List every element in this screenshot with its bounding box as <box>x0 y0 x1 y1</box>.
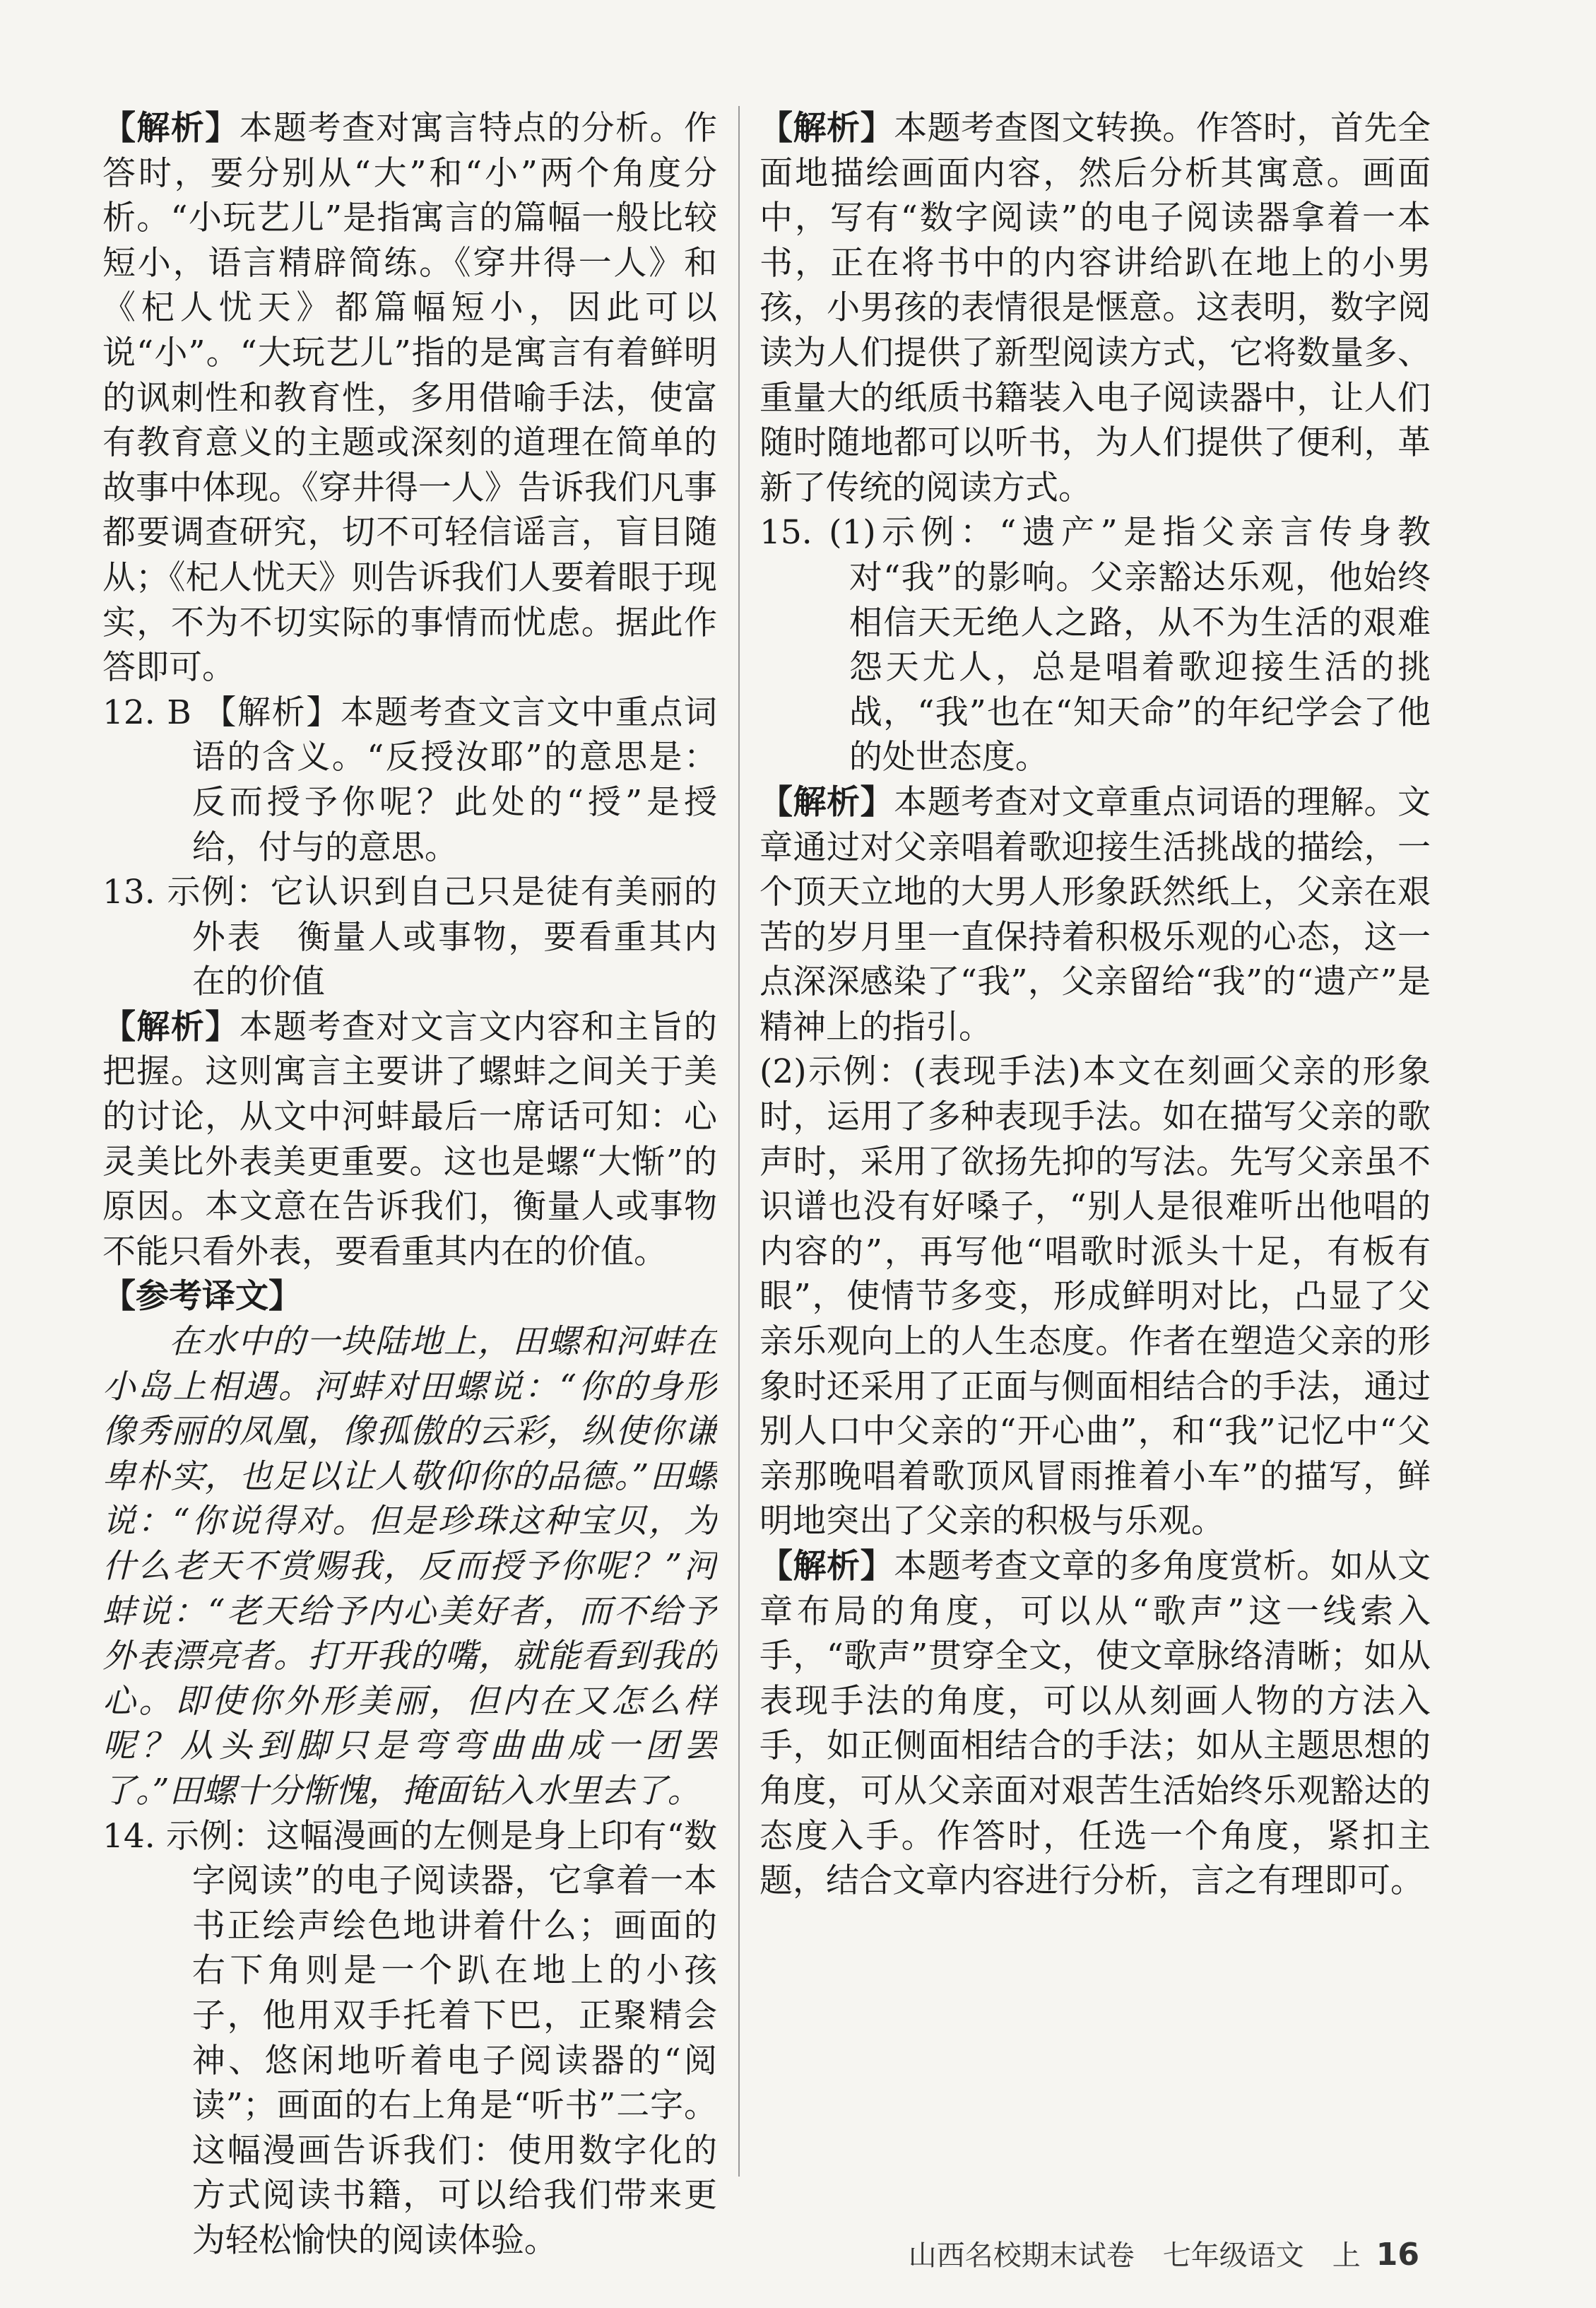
right-column-paragraph <box>759 106 1431 510</box>
section-label: 【参考译文】 <box>102 1277 302 1317</box>
column-divider <box>738 106 740 2177</box>
section-label: 【解析】 <box>102 1007 240 1047</box>
paragraph-text: 12. B 【解析】本题考查文言文中重点词语的含义。“反授汝耶”的意思是：反而授予你呢？此处的“授”是授给，付与的意思。 <box>102 693 717 867</box>
right-column-paragraph <box>759 1544 1431 1904</box>
paragraph-text: 本题考查文章的多角度赏析。如从文章布局的角度，可以从“歌声”这一线索入手，“歌声”贯穿全文，使文章脉络清晰；如从表现手法的角度，可以从刻画人物的方法入手，如正侧面相结合的手法；如从主题思想的角度，可从父亲面对艰苦生活始终乐观豁达的态度入手。作答时，任选一个角度，紧扣主题，结合文章内容进行分析，言之有理即可。 <box>759 1547 1431 1901</box>
right-column-paragraph <box>759 1049 1431 1544</box>
paragraph-text: 14. 示例：这幅漫画的左侧是身上印有“数字阅读”的电子阅读器，它拿着一本书正绘声绘色地讲着什么；画面的右下角则是一个趴在地上的小孩子，他用双手托着下巴，正聚精会神、悠闲地听着电子阅读器的“阅读”；画面的右上角是“听书”二字。这幅漫画告诉我们：使用数字化的方式阅读书籍，可以给我们带来更为轻松愉快的阅读体验。 <box>102 1816 717 2260</box>
paragraph-text: (2)示例：(表现手法)本文在刻画父亲的形象时，运用了多种表现手法。如在描写父亲的歌声时，采用了欲扬先抑的写法。先写父亲虽不识谱也没有好嗓子，“别人是很难听出他唱的内容的”，再写他“唱歌时派头十足，有板有眼”，使情节多变，形成鲜明对比，凸显了父亲乐观向上的人生态度。作者在塑造父亲的形象时还采用了正面与侧面相结合的手法，通过别人口中父亲的“开心曲”，和“我”记忆中“父亲那晚唱着歌顶风冒雨推着小车”的描写，鲜明地突出了父亲的积极与乐观。 <box>759 1052 1431 1541</box>
right-column-paragraph <box>759 780 1431 1050</box>
left-column-paragraph <box>102 690 717 870</box>
right-column <box>759 106 1431 1904</box>
section-label: 【解析】 <box>759 109 894 148</box>
page-footer <box>909 2233 1419 2273</box>
left-column-paragraph <box>102 1005 717 1275</box>
paragraph-text: 在水中的一块陆地上，田螺和河蚌在小岛上相遇。河蚌对田螺说：“你的身形像秀丽的凤凰，像孤傲的云彩，纵使你谦卑朴实，也足以让人敬仰你的品德。”田螺说：“你说得对。但是珍珠这种宝贝，为什么老天不赏赐我，反而授予你呢？”河蚌说：“老天给予内心美好者，而不给予外表漂亮者。打开我的嘴，就能看到我的心。即使你外形美丽，但内在又怎么样呢？从头到脚只是弯弯曲曲成一团罢了。”田螺十分惭愧，掩面钻入水里去了。 <box>102 1322 717 1811</box>
right-column-paragraph <box>759 510 1431 780</box>
paragraph-text: 本题考查对文章重点词语的理解。文章通过对父亲唱着歌迎接生活挑战的描绘，一个顶天立地的大男人形象跃然纸上，父亲在艰苦的岁月里一直保持着积极乐观的心态，这一点深深感染了“我”，父亲留给“我”的“遗产”是精神上的指引。 <box>759 782 1431 1047</box>
page-number: 16 <box>1376 2237 1419 2273</box>
paragraph-text: 本题考查对寓言特点的分析。作答时，要分别从“大”和“小”两个角度分析。“小玩艺儿”是指寓言的篇幅一般比较短小，语言精辟简练。《穿井得一人》和《杞人忧天》都篇幅短小，因此可以说“小”。“大玩艺儿”指的是寓言有着鲜明的讽刺性和教育性，多用借喻手法，使富有教育意义的主题或深刻的道理在简单的故事中体现。《穿井得一人》告诉我们凡事都要调查研究，切不可轻信谣言，盲目随从；《杞人忧天》则告诉我们人要着眼于现实，不为不切实际的事情而忧虑。据此作答即可。 <box>102 109 717 688</box>
paragraph-text: 本题考查对文言文内容和主旨的把握。这则寓言主要讲了螺蚌之间关于美的讨论，从文中河蚌最后一席话可知：心灵美比外表美更重要。这也是螺“大惭”的原因。本文意在告诉我们，衡量人或事物不能只看外表，要看重其内在的价值。 <box>102 1007 717 1271</box>
paragraph-text: 13. 示例：它认识到自己只是徒有美丽的外表 衡量人或事物，要看重其内在的价值 <box>102 873 717 1002</box>
section-label: 【解析】 <box>102 109 240 148</box>
footer-title: 山西名校期末试卷 七年级语文 上 <box>908 2239 1361 2272</box>
left-column-paragraph <box>102 870 717 1005</box>
section-label: 【解析】 <box>759 1547 894 1586</box>
paragraph-text: 本题考查图文转换。作答时，首先全面地描绘画面内容，然后分析其寓意。画面中，写有“数字阅读”的电子阅读器拿着一本书，正在将书中的内容讲给趴在地上的小男孩，小男孩的表情很是惬意。这表明，数字阅读为人们提供了新型阅读方式，它将数量多、重量大的纸质书籍装入电子阅读器中，让人们随时随地都可以听书，为人们提供了便利，革新了传统的阅读方式。 <box>759 109 1431 507</box>
paragraph-text: 15. (1)示例：“遗产”是指父亲言传身教对“我”的影响。父亲豁达乐观，他始终相信天无绝人之路，从不为生活的艰难怨天尤人，总是唱着歌迎接生活的挑战，“我”也在“知天命”的年纪学会了他的处世态度。 <box>759 513 1431 777</box>
left-column-paragraph <box>102 106 717 690</box>
left-column-paragraph <box>102 1274 717 1319</box>
left-column <box>102 106 717 2263</box>
section-label: 【解析】 <box>759 782 894 822</box>
left-column-paragraph <box>102 1814 717 2263</box>
left-column-paragraph <box>102 1319 717 1814</box>
